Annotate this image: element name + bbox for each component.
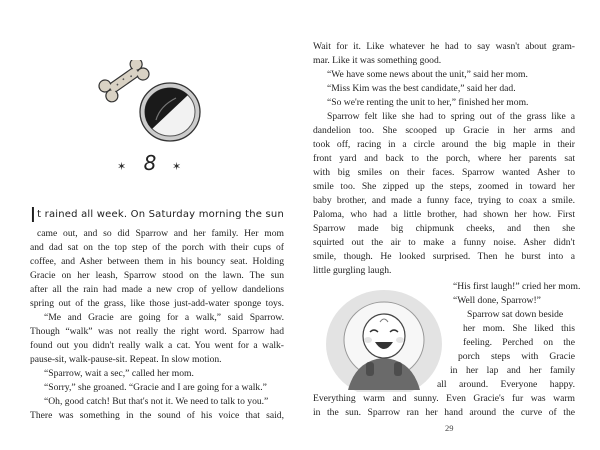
- page-number: 29: [445, 423, 454, 433]
- text-line: Sparrow felt like she had to spring out of the grass like a: [327, 111, 575, 122]
- text-line: Paloma, who had a little brother, had shown her how. First: [313, 209, 575, 220]
- text-line: “Oh, good catch! But that's not it. We need to talk to you.”: [44, 396, 269, 407]
- text-line: front yard and back to the porch, where her parents sat: [313, 153, 575, 164]
- text-line: “Well done, Sparrow!”: [453, 295, 541, 306]
- text-line: spring out of the grass, like those just-add-water sponge toys.: [30, 298, 284, 309]
- text-line: in her lap and her family: [450, 365, 575, 376]
- text-line: Wait for it. Like whatever he had to say wasn't about gram-: [313, 41, 575, 52]
- text-line: her mom. She liked this: [463, 323, 575, 334]
- star-icon: ✶: [172, 160, 182, 173]
- text-line: “So we're renting the unit to her,” finished her mom.: [327, 97, 529, 108]
- text-line: coffee, and Asher between them in his bouncy seat. Holding: [30, 256, 284, 267]
- text-line: pause-sit, walk-pause-sit. Repeat. In slow motion.: [30, 354, 222, 365]
- text-line: Gracie on her leash, Sparrow stood on the lawn. The sun: [30, 270, 284, 281]
- text-line: feeling. Perched on the: [463, 337, 575, 348]
- text-line: came out, and so did Sparrow and her family. Her mom: [37, 228, 284, 239]
- text-line: after all the rain had made a new crop of yellow dandelions: [30, 284, 284, 295]
- text-line: “Sparrow, wait a sec,” called her mom.: [44, 368, 194, 379]
- text-line: There was something in the sound of his voice that said,: [30, 410, 284, 421]
- text-line: in the sun. Sparrow ran her hand around the curve of the: [313, 407, 575, 418]
- text-line: all around. Everyone happy.: [437, 379, 575, 390]
- text-line: with big smiles on their faces. Sparrow wanted Asher to: [313, 167, 575, 178]
- text-line: Though “walk” was not really the right word. Sparrow had: [30, 326, 284, 337]
- text-line: porch steps with Gracie: [458, 351, 575, 362]
- text-line: dandelion too. She scooped up Gracie in her arms and: [313, 125, 575, 136]
- text-line: “His first laugh!” cried her mom.: [453, 281, 581, 292]
- text-line: Sparrow sat down beside: [467, 309, 564, 320]
- chapter-number: 8: [143, 151, 157, 175]
- text-line: smile, though. He looked surprised. Then he burst into a: [313, 251, 575, 262]
- cookie-and-bone-illustration: [96, 60, 206, 150]
- text-line: little gurgling laugh.: [313, 265, 392, 276]
- text-line: “Me and Gracie are going for a walk,” said Sparrow.: [44, 312, 284, 323]
- black-and-white-cookie-icon: [140, 83, 200, 141]
- text-line: “We have some news about the unit,” said her mom.: [327, 69, 528, 80]
- text-line: and dad sat on the top step of the porch with their cups of: [30, 242, 284, 253]
- laughing-baby-illustration: [326, 282, 448, 392]
- text-line: “Miss Kim was the best candidate,” said her dad.: [327, 83, 516, 94]
- text-line: It rained all week. On Saturday morning the sun: [30, 203, 284, 227]
- star-icon: ✶: [117, 160, 127, 173]
- text-line: “Sorry,” she groaned. “Gracie and I are going for a walk.”: [44, 382, 267, 393]
- text-line: Sparrow made big chipmunk cheeks, and then she: [313, 223, 575, 234]
- text-line: smile too. She zipped up the steps, zoomed in toward her: [313, 181, 575, 192]
- text-line: mar. Like it was something good.: [313, 55, 442, 66]
- text-line: squirted out the air to make a funny noise. Asher didn't: [313, 237, 575, 248]
- text-line: Everything warm and sunny. Even Gracie's fur was warm: [313, 393, 575, 404]
- drop-cap: I: [30, 203, 37, 227]
- text-line: found out you didn't really walk a cat. You went for a walk-: [30, 340, 284, 351]
- text-line: baby brother, and made a funny face, trying to coax a smile.: [313, 195, 575, 206]
- text-line: took off, racing in a circle around the big maple in their: [313, 139, 575, 150]
